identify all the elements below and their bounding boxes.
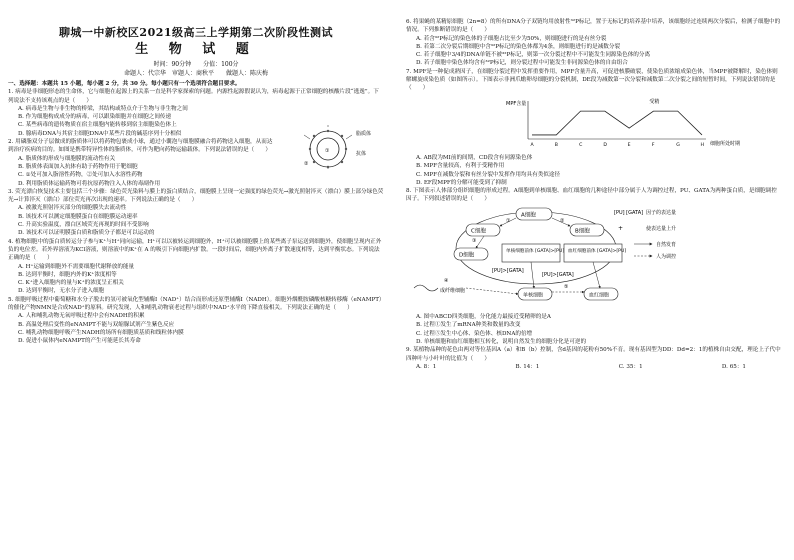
option: A. 图中ABCD四类细胞，分化能力最接近受精卵的是A [416, 314, 551, 321]
question-6 [406, 18, 782, 68]
increase-label: 使表达量上升 [646, 225, 677, 232]
option: D. 单核细胞和血红细胞相互转化，说明自然发生的细胞分化是可逆的 [416, 338, 587, 345]
option: A. 人和哺乳动物无氧呼吸过程中会有NADH的积累 [18, 313, 145, 320]
option: B. 脂质体表面加入抗体有助于药物作用于靶细胞 [18, 163, 138, 170]
mpf-tick-G: G [676, 142, 680, 148]
option: A. 被激光照射淬灭部分的细胞膜失去流动性 [18, 205, 127, 212]
step-1: ① [506, 217, 511, 224]
option: B. 该技术可以测定细胞膜蛋白在细胞膜运动速率 [18, 213, 138, 220]
option: C. MPF在减数分裂和有丝分裂中发挥作用均具有类似途径 [416, 171, 561, 178]
option: D. 利用脂质体运输药物可将抗原药物注入人体的毒副作用 [18, 180, 161, 187]
question-stem: 3. 荧光漂白恢复技术主要包括三个步骤：绿色荧光染料与膜上的蛋白质结合，细胞膜上呈现一定强度的绿色荧光→激光照射淬灭（漂白）膜上部分绿色荧光→计算淬灭（漂白）部位荧光再次出现的速率。下列说法正确的是（ ） [8, 188, 384, 204]
artificial-legend-label: 人为调控 [656, 253, 677, 260]
gata-pu-legend: [PU] [GATA] [614, 209, 644, 216]
option: D. 若子细胞中染色体均含有³²P标记，则分裂过程中可能发生非同源染色体的自由组合 [416, 60, 628, 67]
option: D. 65：1 [721, 363, 746, 370]
cell-a-label: A细胞 [521, 212, 536, 219]
cell-c-label: C细胞 [471, 228, 486, 235]
option: A. 病毒是生物与非生物的桥梁，其结构或特点介于生物与非生物之间 [18, 105, 188, 112]
option: D. 促进小鼠体内eNAMPT的产生可能延长其寿命 [18, 338, 141, 345]
left-column [8, 14, 384, 346]
mpf-tick-B: B [554, 142, 558, 148]
option: C. 升高实验温度，漂白区域荧光再现的时间不受影响 [18, 222, 149, 229]
region-1-label: ① [325, 147, 330, 154]
question-5 [8, 296, 384, 346]
option: C. 哺乳动物细胞呼吸产生NADH的场所有细胞质基质和线粒体内膜 [18, 329, 184, 336]
mpf-ylabel: MPF含量 [506, 100, 527, 107]
option: B. 若第二次分裂后期细胞中含³²P标记的染色体都为4条，则细胞进行的是减数分裂 [416, 43, 621, 50]
mpf-tick-H: H [700, 142, 704, 148]
option: A. H⁺运输到细胞外不需要细胞代谢释放的能量 [18, 263, 135, 270]
rbc-label: 血红细胞 [589, 292, 610, 299]
question-9 [406, 346, 782, 371]
question-stem: 1. 病毒是非细胞形态的生命体，它与细胞在起源上的关系一直是科学家探索的问题。内源性起源假说认为，病毒起源于正常细胞的核酸片段“逃逸”。下列说法不支持该观点的是（ ） [8, 89, 379, 104]
rbc-precursor-label: 血红细胞前体 [GATA]>[PU] [568, 248, 627, 254]
mpf-tick-F: F [651, 142, 655, 148]
mpf-chart [506, 93, 766, 151]
option: B. MPF含量较高，有利于受精作用 [416, 163, 505, 170]
question-8 [406, 187, 782, 346]
option: B. 达到平衡时，细胞内外的K⁺浓度相等 [18, 271, 117, 278]
option: D. 达到平衡时，无水分子进入细胞 [18, 288, 105, 295]
plus-sign: + [618, 224, 624, 232]
mpf-curve [532, 111, 702, 135]
question-stem: 8. 下图表示人体部分组织细胞的形成过程。A细胞到单核细胞、血红细胞的几种途径中部分属于人为调控过程，PU、GATA为两种蛋白质，是细胞调控因子。下列叙述错误的是（ ） [406, 188, 777, 203]
option: A. 脂质体的形成与细胞膜的流动性有关 [18, 155, 116, 162]
option: A. AB段为MI前的间期，CD段含有同源染色体 [416, 154, 533, 161]
option: C. 若子细胞中3/4的DNA单链不被³²P标记，则第一次分裂过程中不可能发生同源染色体的分离 [416, 52, 651, 59]
mono-label: 单核细胞 [523, 292, 544, 299]
step-3: ③ [472, 237, 477, 244]
question-stem: 5. 细胞呼吸过程中葡萄糖和水分子脱去的氢可被氧化型辅酶Ⅰ（NAD⁺）结合而形成还原型辅酶Ⅰ（NADH）。细胞外烟酰胺磷酸核糖转移酶（eNAMPT）的催化产物NMN是合成NAD⁺的原料。研究发现，人和哺乳动物衰老过程与组织中NAD⁺水平的下降直接相关。下列说法正确的是（ ） [8, 296, 382, 312]
cell-d-label: D细胞 [459, 252, 475, 259]
cell-b-label: B细胞 [575, 228, 590, 235]
option: A. 8：1 [416, 363, 437, 370]
option: C. 35：1 [618, 363, 643, 370]
question-stem: 9. 某植物品种的花色由两对等位基因A（a）和B（b）控制，含d基因的花粉有50%不育。现有基因型为DD：Dd=2：1的植株自由交配，理论上子代中四种叶与小叶叶的比值为（ ） [406, 347, 781, 362]
option-row [406, 363, 746, 371]
option: B. 作为细胞构成成分的病毒，可以跟染细胞并在细胞之间传递 [18, 114, 172, 121]
exam-title: 聊城一中新校区2021级高三上学期第二次阶段性测试 [58, 26, 334, 39]
fibroblast-label: 成纤维细胞 [440, 287, 466, 294]
option: C. 过程⑤发生中心体、染色体、核DNA的倍增 [416, 330, 533, 337]
option: B. 14：1 [515, 363, 540, 370]
option: B. 过程①发生了mRNA种类和数量的改变 [416, 322, 521, 329]
exam-subject: 生 物 试 题 [135, 42, 257, 57]
fibroblast-shape [414, 285, 438, 291]
mpf-tick-D: D [603, 142, 607, 148]
liposome-label: 脂质体 [356, 130, 372, 137]
question-4 [8, 238, 384, 296]
option: A. 若含³²P标记的染色体的子细胞占比至少为50%，则细胞进行的是有丝分裂 [416, 35, 607, 42]
mpf-fertilization-label: 受精 [649, 98, 660, 105]
monocyte-precursor-label: 单核细胞前体 [GATA]>[PU] [506, 248, 565, 254]
question-stem: 7. MPF是一种促成熟因子，在细胞分裂过程中发挥重要作用，MPF含量升高，可促进核膜破裂，使染色质浓缩成染色体，当MPF被降解时，染色体则解螺旋成染色质（如图所示）。下图表示非洲爪蟾卵母细胞的分裂机制，DE段为减数第一次分裂和减数第二次分裂之间的短暂时间，下列说法错误的是（ ） [406, 68, 778, 92]
exam-authors: 命题人：代宗华 审题人：商秋平 做题人：陈庆梅 [123, 70, 268, 77]
option: C. K⁺进入细胞内的量与K⁺的浓度呈正相关 [18, 280, 124, 287]
question-stem: 4. 植物细胞中的蛋白质转运分子参与K⁺与H⁺同向运输，H⁺可以以被转运到细胞外，H⁺可以被细胞膜上的某些离子泵运送到细胞外，使细胞呈现内正外负的电位差。若外界溶液为KCl溶液，则溶液中的K⁺在 A 的吸引下向细胞内扩散。一段时间后，细胞内外离子扩散速度相等，达到平衡状态。下列说法正确的是（ ） [8, 238, 382, 262]
mpf-xlabel: 细胞所处时期 [710, 140, 741, 147]
section-heading: 一、选择题：本题共 15 小题，每小题 2 分，共 30 分。每小题只有一个选项符合题目要求。 [8, 81, 241, 87]
step-4: ④ [444, 277, 449, 284]
option: C. 某些病毒的遗传物质在宿主细胞内能转移到宿主细胞染色体上 [18, 122, 177, 129]
mpf-tick-A: A [530, 142, 534, 148]
question-stem: 2. 用磷脂双分子层做成的脂质体可以将药物包裹成小球，通过小囊泡与细胞膜融合将药物送入细胞，从而达到治疗疾病的目的。如图是携带特异性体的脂质体，可作为靶向药物运输载体。下列说法错误的是（ ） [8, 139, 273, 154]
question-3 [8, 188, 384, 238]
option: D. 腺病毒DNA与其宿主细胞DNA中某些片段的碱基序列十分相似 [18, 130, 182, 137]
natural-legend-label: 自然发育 [656, 241, 677, 248]
step-2: ② [560, 217, 565, 224]
right-column [406, 18, 782, 371]
factor-expression-label: 因子的表达量 [646, 209, 677, 216]
region-2-label: ② [304, 160, 309, 167]
step-5: ⑤ [564, 283, 569, 290]
question-7 [406, 68, 782, 187]
exam-time: 时间：90分钟 分值：100分 [153, 61, 239, 68]
pu-gata-label-2: [PU]>[GATA] [542, 271, 574, 278]
mpf-tick-E: E [627, 142, 631, 148]
option: D. EF段MPF的分解可能受到了抑制 [416, 179, 507, 186]
question-stem: 6. 将果蝇的某精原细胞（2n=8）的所有DNA分子双链均用放射性³²P标记，置于无标记的培养基中培养，该细胞经过连续两次分裂后，检测子细胞中的情况。下列推断错误的是（ ） [406, 19, 781, 34]
option: B. 高温处理后变性的eNAMPT不能与双缩脲试剂产生紫色反应 [18, 321, 175, 328]
liposome-figure [280, 125, 380, 169]
pu-gata-label: [PU]>[GATA] [492, 267, 524, 274]
option: D. 该技术可以证明膜蛋白质和脂质分子都是可以运动的 [18, 230, 155, 237]
cell-differentiation-diagram [406, 204, 782, 310]
mpf-tick-C: C [579, 142, 583, 148]
antibody-label: 抗体 [356, 150, 367, 157]
option: C. ①处可加入脂溶性药物，②处可加入水溶性药物 [18, 172, 143, 179]
